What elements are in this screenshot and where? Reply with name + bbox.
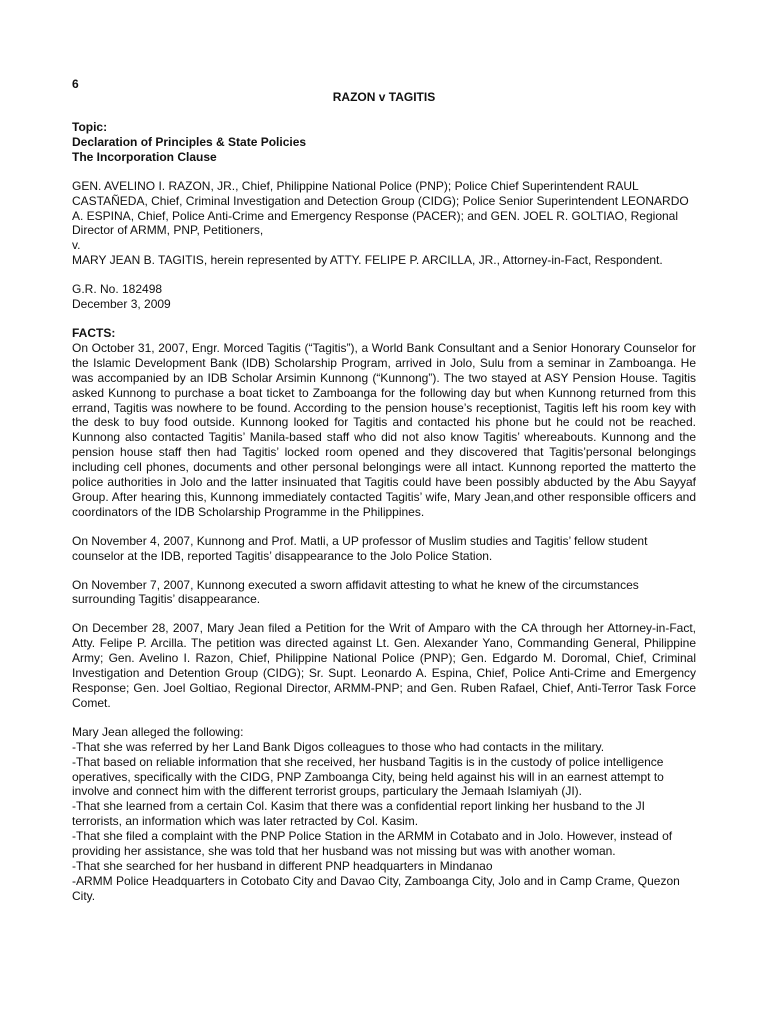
facts-heading: FACTS: (72, 325, 116, 340)
topic-line-1: Declaration of Principles & State Policies (72, 134, 307, 149)
allegation-item: -ARMM Police Headquarters in Cotobato City and Davao City, Zamboanga City, Jolo and in Camp Crame, Quezon City. (72, 873, 680, 903)
allegation-item: -That she filed a complaint with the PNP Police Station in the ARMM in Cotabato and in Jolo. However, instead of providing her assistance, she was told that her husband was not missing but was with another woman. (72, 829, 673, 859)
document-body (72, 120, 696, 904)
parties-section (72, 179, 696, 268)
allegations-section (72, 725, 696, 904)
allegation-item: -That she searched for her husband in different PNP headquarters in Mindanao (72, 858, 493, 873)
topic-line-2: The Incorporation Clause (72, 149, 217, 164)
case-title: RAZON v TAGITIS (332, 90, 436, 104)
allegation-item: -That she was referred by her Land Bank Digos colleagues to those who had contacts in the military. (72, 739, 605, 754)
gr-number: G.R. No. 182498 (72, 282, 163, 297)
facts-paragraph: On December 28, 2007, Mary Jean filed a Petition for the Writ of Amparo with the CA through her Attorney-in-Fact, Atty. Felipe P. Arcilla. The petition was directed against Lt. Gen. Alexander Yano, Commanding General, Philippine Army; Gen. Avelino I. Razon, Chief, Philippine National Police (PNP); Gen. Edgardo M. Doromal, Chief, Criminal Investigation and Detention Group (CIDG); Sr. Supt. Leonardo A. Espina, Chief, Police Anti-Crime and Emergency Response; Gen. Joel Goltiao, Regional Director, ARMM-PNP; and Gen. Ruben Rafael, Chief, Anti-Terror Task Force Comet. (72, 621, 696, 710)
allegation-item: -That based on reliable information that she received, her husband Tagitis is in the custody of police intelligence operatives, specifically with the CIDG, PNP Zamboanga City, being held against his will in an earnest attempt to involve and connect him with the different terrorist groups, particulary the Jemaah Islamiyah (JI). (72, 754, 664, 799)
case-reference (72, 282, 696, 312)
respondent-text: MARY JEAN B. TAGITIS, herein represented by ATTY. FELIPE P. ARCILLA, JR., Attorney-in-Fact, Respondent. (72, 253, 663, 268)
topic-section (72, 120, 696, 165)
decision-date: December 3, 2009 (72, 297, 171, 312)
petitioners-text: GEN. AVELINO I. RAZON, JR., Chief, Philippine National Police (PNP); Police Chief Superintendent RAUL CASTAÑEDA, Chief, Criminal Investigation and Detection Group (CIDG); Police Senior Superintendent LEONARDO A. ESPINA, Chief, Police Anti-Crime and Emergency Response (PACER); and GEN. JOEL R. GOLTIAO, Regional Director of ARMM, PNP, Petitioners, (72, 178, 689, 238)
topic-label: Topic: (72, 120, 108, 134)
allegations-intro: Mary Jean alleged the following: (72, 724, 244, 739)
facts-paragraph: On November 4, 2007, Kunnong and Prof. Matli, a UP professor of Muslim studies and Tagitis’ fellow student counselor at the IDB, reported Tagitis’ disappearance to the Jolo Police Station. (72, 533, 648, 563)
facts-paragraph: On November 7, 2007, Kunnong executed a sworn affidavit attesting to what he knew of the circumstances surrounding Tagitis’ disappearance. (72, 577, 639, 607)
page-number: 6 (72, 77, 79, 91)
versus-text: v. (72, 238, 81, 253)
facts-paragraph: On October 31, 2007, Engr. Morced Tagitis (“Tagitis”), a World Bank Consultant and a Senior Honorary Counselor for the Islamic Development Bank (IDB) Scholarship Program, arrived in Jolo, Sulu from a seminar in Zamboanga. He was accompanied by an IDB Scholar Arsimin Kunnong (“Kunnong”). The two stayed at ASY Pension House. Tagitis asked Kunnong to purchase a boat ticket to Zamboanga for the following day but when Kunnong returned from this errand, Tagitis was nowhere to be found. According to the pension house’s receptionist, Tagitis left his room key with the desk to buy food outside. Kunnong looked for Tagitis and contacted his phone but he could not be reached. Kunnong also contacted Tagitis’ Manila-based staff who did not also know Tagitis’ whereabouts. Kunnong and the pension house staff then had Tagitis’ locked room opened and they discovered that Tagitis’personal belongings including cell phones, documents and other personal belongings were all intact. Kunnong reported the matterto the police authorities in Jolo and the latter insinuated that Tagitis could have been possibly abducted by the Abu Sayyaf Group. After hearing this, Kunnong immediately contacted Tagitis’ wife, Mary Jean,and other responsible officers and coordinators of the IDB Scholarship Programme in the Philippines. (72, 340, 696, 519)
allegation-item: -That she learned from a certain Col. Kasim that there was a confidential report linking her husband to the JI terrorists, an information which was later retracted by Col. Kasim. (72, 799, 645, 829)
facts-section (72, 326, 696, 725)
